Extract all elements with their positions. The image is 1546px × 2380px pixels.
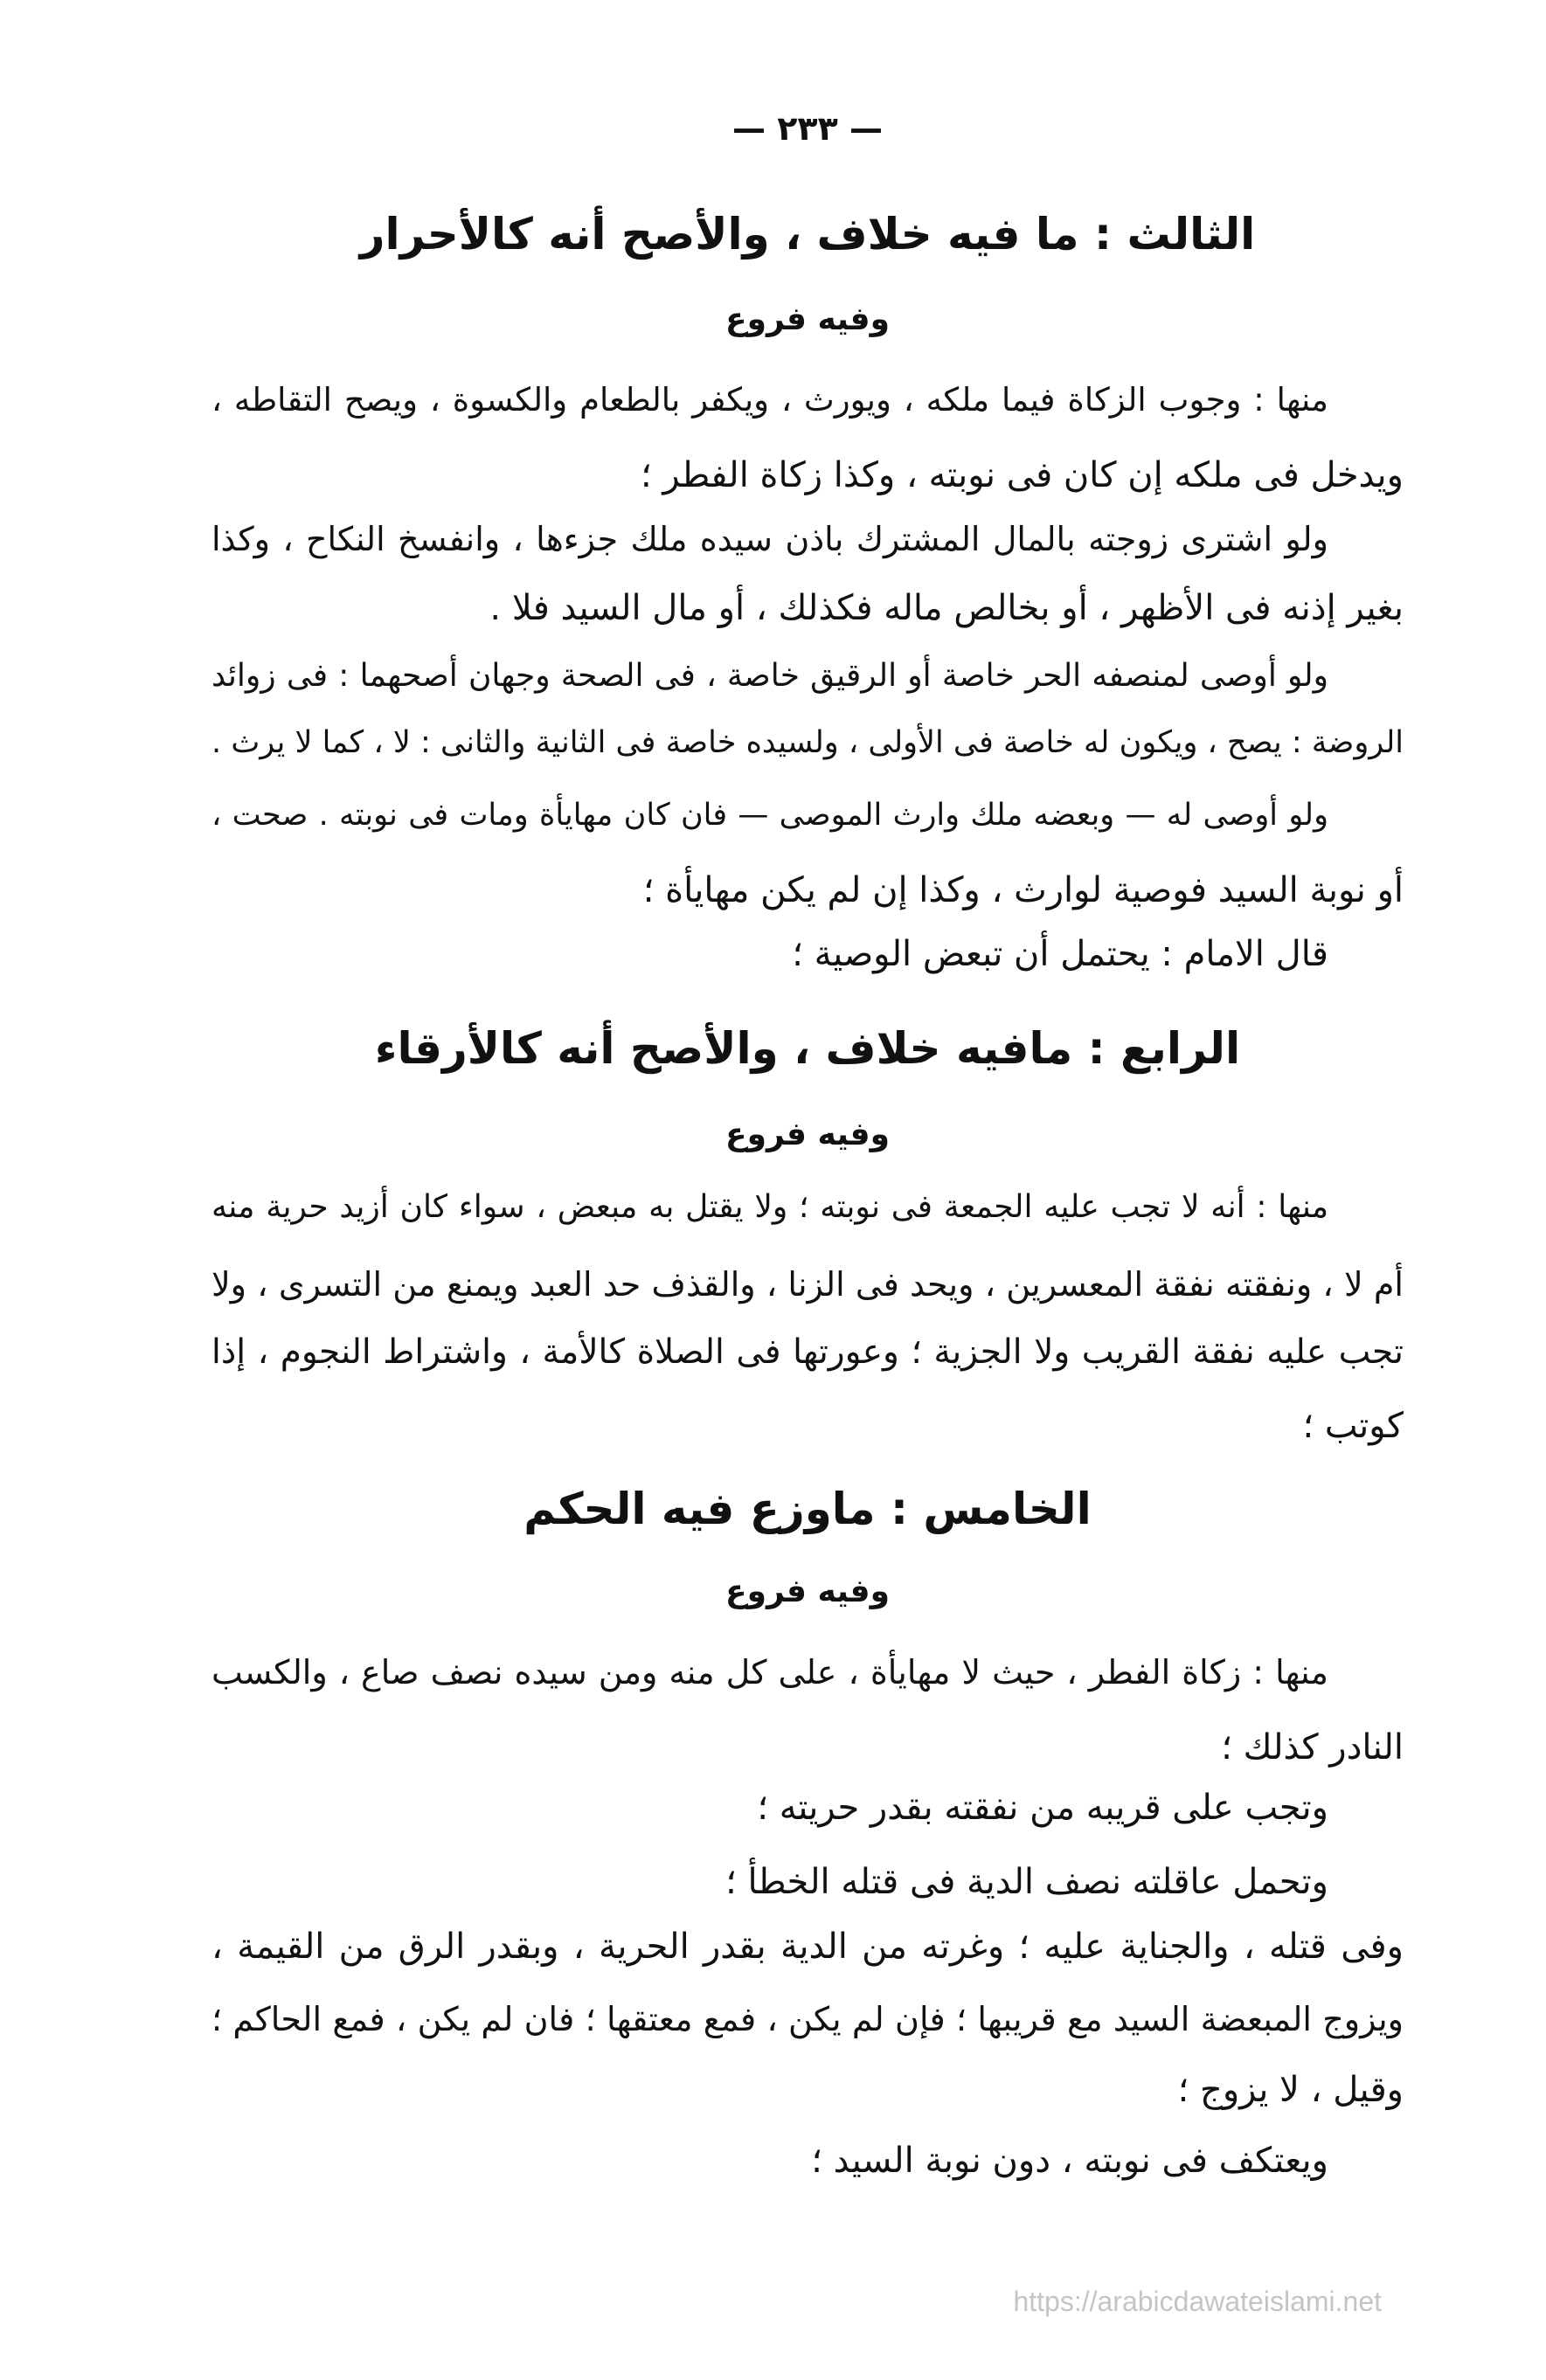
text-line: ولو أوصى لمنصفه الحر خاصة أو الرقيق خاصة ، فى الصحة وجهان أصحهما : فى زوائد bbox=[211, 658, 1328, 694]
text-line: أو نوبة السيد فوصية لوارث ، وكذا إن لم يكن مهايأة ؛ bbox=[642, 870, 1404, 910]
text-line: وتحمل عاقلته نصف الدية فى قتله الخطأ ؛ bbox=[725, 1862, 1328, 1902]
watermark-url: https://arabicdawateislami.net bbox=[1013, 2286, 1382, 2317]
text-line: قال الامام : يحتمل أن تبعض الوصية ؛ bbox=[792, 934, 1328, 974]
text-line: الروضة : يصح ، ويكون له خاصة فى الأولى ، ولسيده خاصة فى الثانية والثانى : لا ، كما لا يرث . bbox=[211, 725, 1404, 760]
section-subheading: وفيه فروع bbox=[725, 1574, 890, 1609]
text-line: ويزوج المبعضة السيد مع قريبها ؛ فإن لم يكن ، فمع معتقها ؛ فان لم يكن ، فمع الحاكم ؛ bbox=[211, 2000, 1404, 2038]
text-line: بغير إذنه فى الأظهر ، أو بخالص ماله فكذلك ، أو مال السيد فلا . bbox=[489, 588, 1404, 628]
text-line: النادر كذلك ؛ bbox=[1221, 1727, 1404, 1768]
text-line: ولو أوصى له — وبعضه ملك وارث الموصى — فان كان مهايأة ومات فى نوبته . صحت ، bbox=[211, 798, 1328, 833]
page-number: — ٢٣٣ — bbox=[731, 109, 884, 148]
text-line: وفى قتله ، والجناية عليه ؛ وغرته من الدية بقدر الحرية ، وبقدر الرق من القيمة ، bbox=[211, 1927, 1404, 1967]
text-line: منها : أنه لا تجب عليه الجمعة فى نوبته ؛ ولا يقتل به مبعض ، سواء كان أزيد حرية منه bbox=[211, 1189, 1328, 1225]
text-line: تجب عليه نفقة القريب ولا الجزية ؛ وعورتها فى الصلاة كالأمة ، واشتراط النجوم ، إذا bbox=[211, 1332, 1404, 1372]
text-line: ويعتكف فى نوبته ، دون نوبة السيد ؛ bbox=[811, 2141, 1328, 2181]
text-line: ويدخل فى ملكه إن كان فى نوبته ، وكذا زكاة الفطر ؛ bbox=[640, 455, 1404, 495]
text-line: كوتب ؛ bbox=[1302, 1406, 1404, 1446]
section-heading: الثالث : ما فيه خلاف ، والأصح أنه كالأحرار bbox=[359, 209, 1256, 259]
text-line: منها : وجوب الزكاة فيما ملكه ، ويورث ، ويكفر بالطعام والكسوة ، ويصح التقاطه ، bbox=[211, 381, 1328, 419]
text-line: وتجب على قريبه من نفقته بقدر حريته ؛ bbox=[757, 1788, 1328, 1828]
text-line: منها : زكاة الفطر ، حيث لا مهايأة ، على كل منه ومن سيده نصف صاع ، والكسب bbox=[211, 1653, 1328, 1692]
section-subheading: وفيه فروع bbox=[725, 301, 890, 337]
text-line: أم لا ، ونفقته نفقة المعسرين ، ويحد فى الزنا ، والقذف حد العبد ويمنع من التسرى ، ولا bbox=[211, 1265, 1404, 1304]
text-line: وقيل ، لا يزوج ؛ bbox=[1177, 2070, 1404, 2110]
section-heading: الرابع : مافيه خلاف ، والأصح أنه كالأرقاء bbox=[374, 1023, 1241, 1074]
section-heading: الخامس : ماوزع فيه الحكم bbox=[523, 1484, 1092, 1534]
section-subheading: وفيه فروع bbox=[725, 1117, 890, 1152]
text-line: ولو اشترى زوجته بالمال المشترك باذن سيده ملك جزءها ، وانفسخ النكاح ، وكذا bbox=[211, 520, 1328, 558]
